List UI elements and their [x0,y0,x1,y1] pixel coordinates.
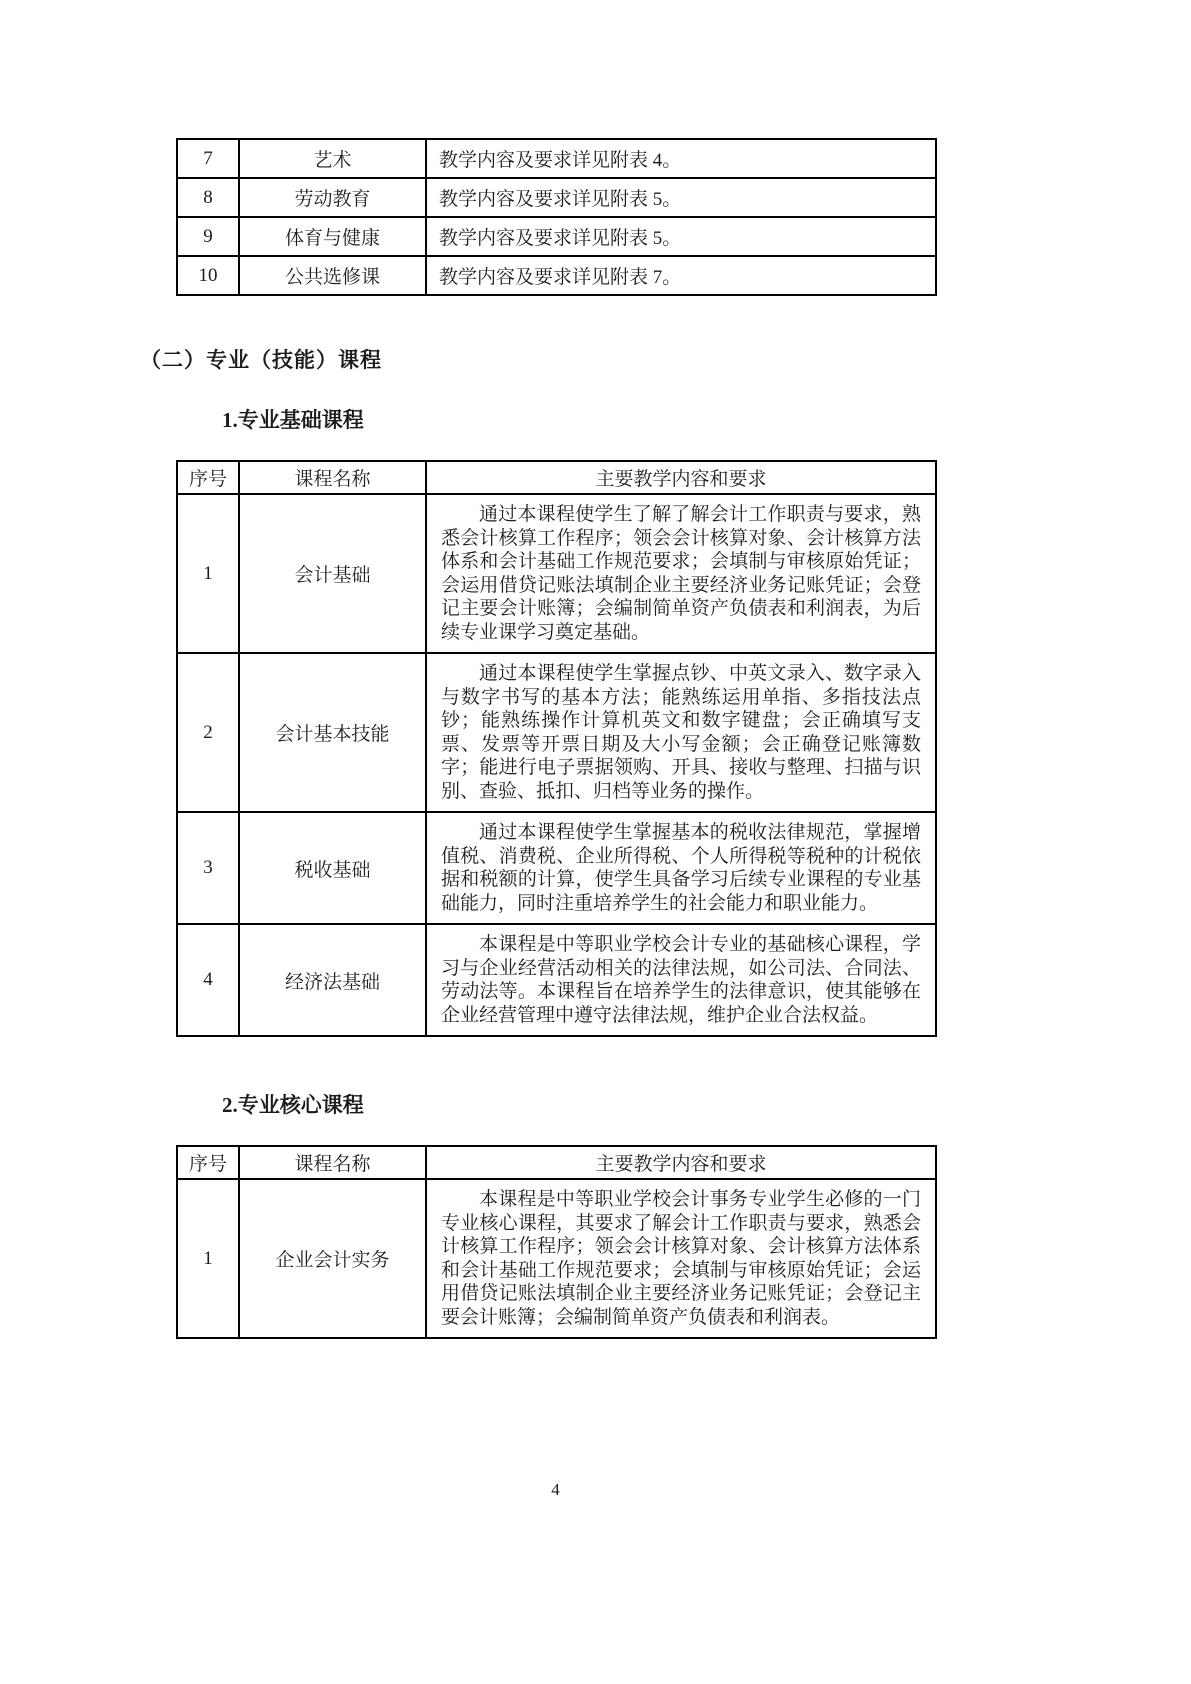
row-index-cell: 4 [177,924,239,1036]
course-name-cell: 艺术 [239,139,426,178]
table-row [177,139,936,178]
course-name-cell: 会计基础 [239,494,426,653]
row-index-cell: 8 [177,178,239,217]
course-desc-cell: 教学内容及要求详见附表 5。 [426,217,936,256]
document-content [140,138,935,1339]
course-name-cell: 公共选修课 [239,256,426,295]
table-row [177,494,936,653]
course-desc-cell [426,1179,936,1338]
core-courses-title: 2.专业核心课程 [222,1093,364,1117]
course-name-cell: 劳动教育 [239,178,426,217]
header-desc: 主要教学内容和要求 [426,1146,936,1179]
course-desc-cell [426,812,936,924]
table-row [177,653,936,812]
section-heading: （二）专业（技能）课程 [140,348,382,372]
course-desc-text: 本课程是中等职业学校会计专业的基础核心课程，学习与企业经营活动相关的法律法规，如公司法、合同法、劳动法等。本课程旨在培养学生的法律意识，使其能够在企业经营管理中遵守法律法规，维护企业合法权益。 [441,934,921,1026]
course-desc-cell [426,494,936,653]
header-no: 序号 [177,461,239,494]
table-row [177,256,936,295]
table-row [177,1179,936,1338]
core-courses-table [176,1145,937,1339]
row-index-cell: 2 [177,653,239,812]
row-index-cell: 9 [177,217,239,256]
course-name-cell: 会计基本技能 [239,653,426,812]
row-index-cell: 10 [177,256,239,295]
course-desc-text: 通过本课程使学生了解了解会计工作职责与要求，熟悉会计核算工作程序；领会会计核算对象、会计核算方法体系和会计基础工作规范要求；会填制与审核原始凭证；会运用借贷记账法填制企业主要经济业务记账凭证；会登记主要会计账簿；会编制简单资产负债表和利润表，为后续专业课学习奠定基础。 [441,504,921,643]
table-row [177,812,936,924]
general-courses-table-continued [176,138,937,296]
header-desc: 主要教学内容和要求 [426,461,936,494]
course-name-cell: 企业会计实务 [239,1179,426,1338]
table-row [177,924,936,1036]
table-row [177,178,936,217]
table-header-row [177,1146,936,1179]
row-index-cell: 7 [177,139,239,178]
basic-courses-table [176,460,937,1037]
course-name-cell: 税收基础 [239,812,426,924]
course-desc-cell: 教学内容及要求详见附表 5。 [426,178,936,217]
page-number: 4 [551,1480,560,1499]
row-index-cell: 1 [177,494,239,653]
table-header-row [177,461,936,494]
course-desc-cell: 教学内容及要求详见附表 7。 [426,256,936,295]
basic-courses-title: 1.专业基础课程 [222,408,364,432]
course-desc-cell: 教学内容及要求详见附表 4。 [426,139,936,178]
course-desc-text: 通过本课程使学生掌握基本的税收法律规范，掌握增值税、消费税、企业所得税、个人所得税等税种的计税依据和税额的计算，使学生具备学习后续专业课程的专业基础能力，同时注重培养学生的社会能力和职业能力。 [441,822,921,914]
course-desc-cell [426,924,936,1036]
row-index-cell: 1 [177,1179,239,1338]
course-name-cell: 经济法基础 [239,924,426,1036]
header-no: 序号 [177,1146,239,1179]
table-row [177,217,936,256]
header-name: 课程名称 [239,1146,426,1179]
header-name: 课程名称 [239,461,426,494]
course-desc-text: 通过本课程使学生掌握点钞、中英文录入、数字录入与数字书写的基本方法；能熟练运用单指、多指技法点钞；能熟练操作计算机英文和数字键盘；会正确填写支票、发票等开票日期及大小写金额；会正确登记账簿数字；能进行电子票据领购、开具、接收与整理、扫描与识别、查验、抵扣、归档等业务的操作。 [441,663,921,802]
course-desc-text: 本课程是中等职业学校会计事务专业学生必修的一门专业核心课程，其要求了解会计工作职责与要求，熟悉会计核算工作程序；领会会计核算对象、会计核算方法体系和会计基础工作规范要求；会填制与审核原始凭证；会运用借贷记账法填制企业主要经济业务记账凭证；会登记主要会计账簿；会编制简单资产负债表和利润表。 [441,1189,921,1328]
course-desc-cell [426,653,936,812]
course-name-cell: 体育与健康 [239,217,426,256]
row-index-cell: 3 [177,812,239,924]
